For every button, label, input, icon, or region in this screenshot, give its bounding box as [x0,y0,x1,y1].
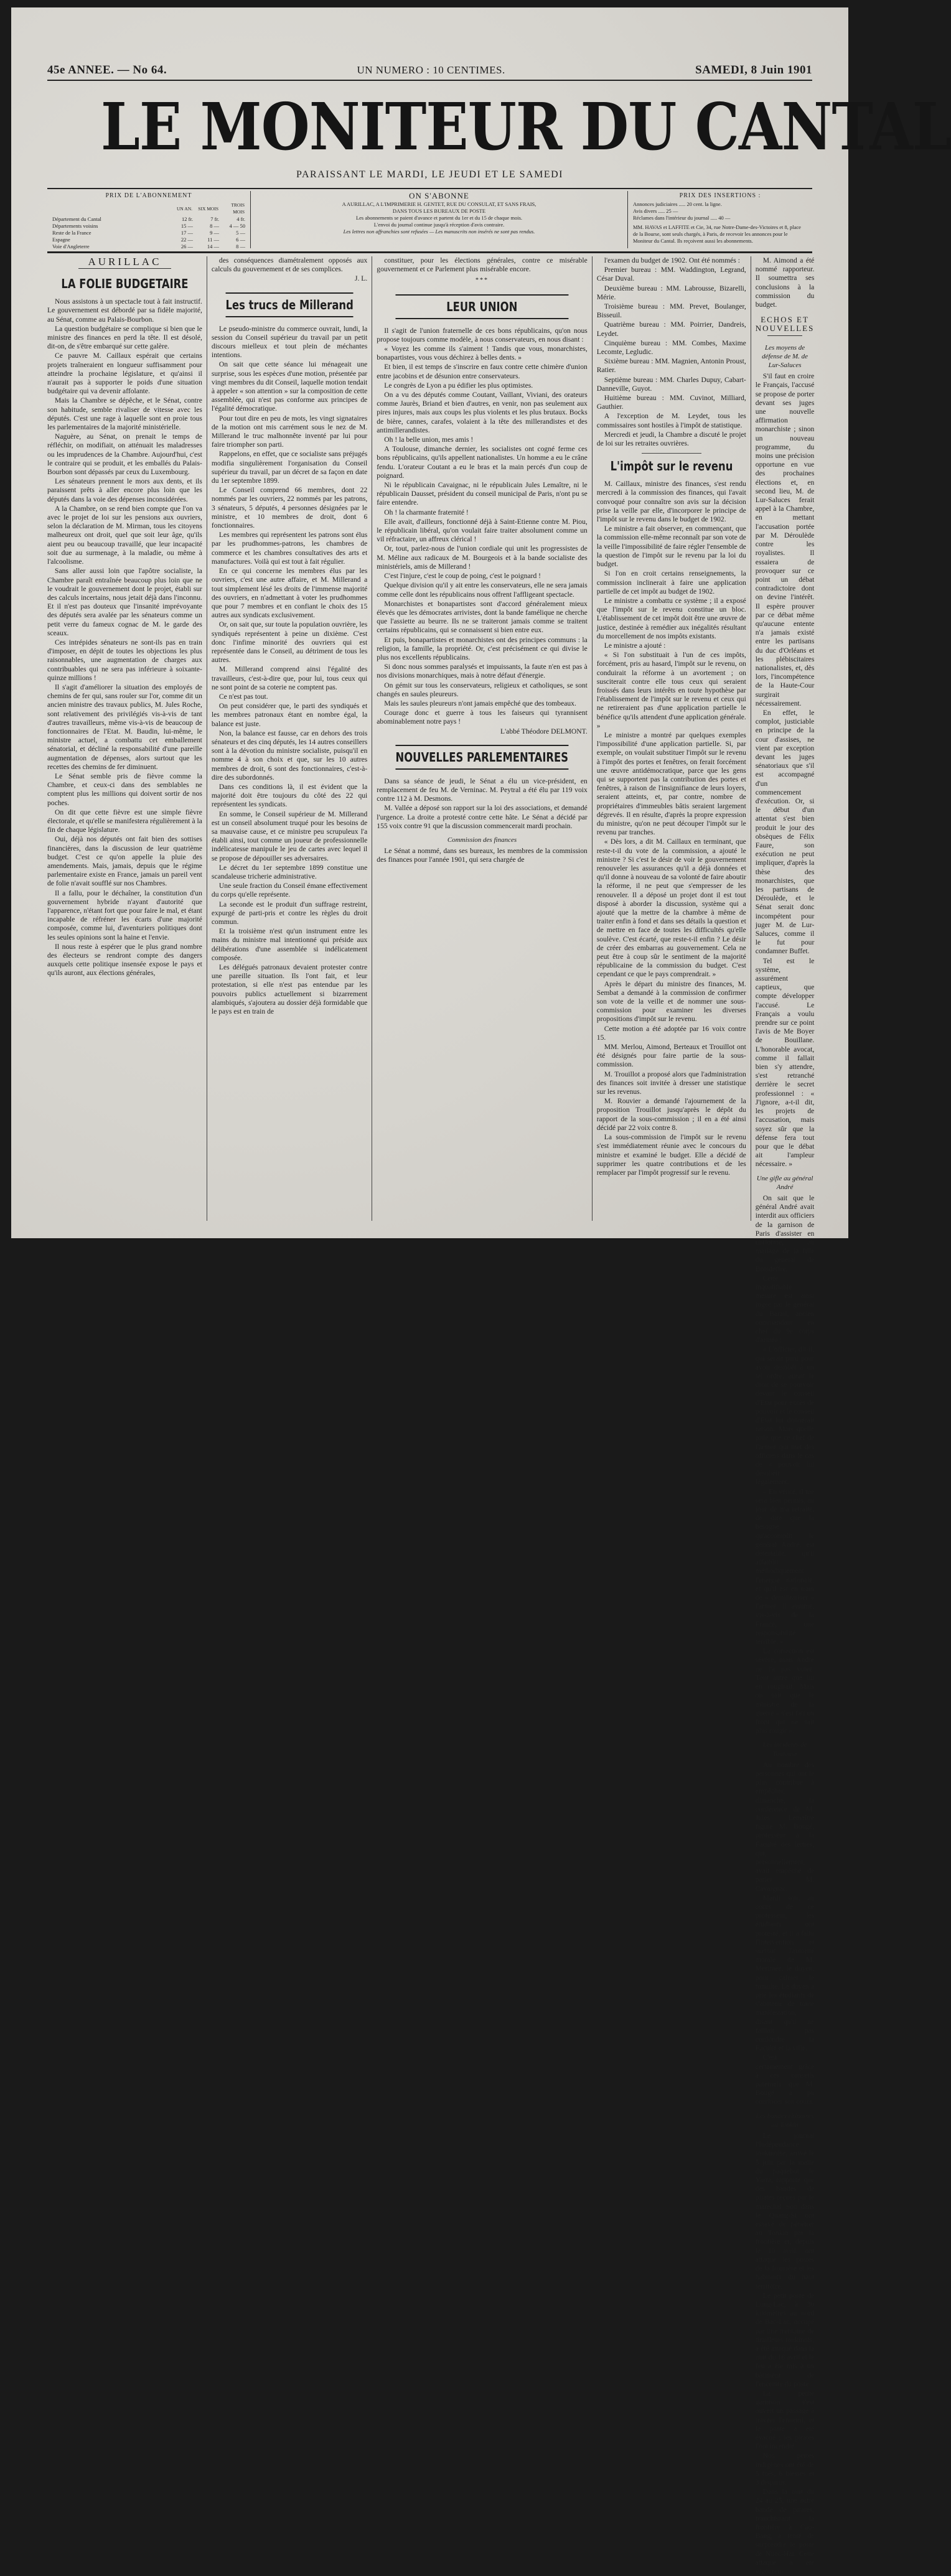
price-year: 12 fr. [182,216,193,222]
paragraph: La sous-commission de l'impôt sur le revenu s'est immédiatement réunie avec le concours du ministre et examiné le budget. Elle a décidé de supprimer les quatre contributions et de les remplacer par l'impôt progressif sur le revenu. [596,1133,746,1177]
continued-text [377,256,588,274]
paragraph: Les membres qui représentent les patrons sont élus par les prudhommes-patrons, les chambres de commerce et les chambres consultatives des arts et manufactures. Voilà qui est tout à fait régulier. [211,531,368,566]
table-row [52,230,245,236]
newspaper-title: LE MONITEUR DU CANTAL [101,88,951,165]
paragraph: Cinquième bureau : MM. Combes, Maxime Lecomte, Legludic. [596,338,746,357]
region: Départements voisins [52,223,98,229]
paragraph: Le congrès de Lyon a pu édifier les plus optimistes. [384,381,533,390]
issue-date: SAMEDI, 8 Juin 1901 [695,63,812,77]
article-body [212,325,367,1017]
paragraph: En ce qui concerne les membres élus par les ouvriers, c'est une autre affaire, et M. Millerand a tout simplement lésé les droits de l'immense majorité des ouvriers, en n'admettant à voter les prudhommes que pour 7 membres et en confiant le choix des 15 autres aux syndicats exclusivement. [211,567,368,620]
paragraph: Dans ces conditions là, il est évident que la majorité doit être toujours du côté des 22 qui représentent les syndicats. [211,782,368,809]
article-headline: LEUR UNION [396,294,569,319]
paragraph: Après le départ du ministre des finances, M. Sembat a demandé à la commission de confirmer son vote de la veille et de nommer une sous-commission pour examiner les diverses propositions d'impôt sur le revenu. [596,979,746,1024]
paragraph: Il a fallu, pour le déchaîner, la constitution d'un gouvernement hybride n'ayant d'autorité que l'apparence, n'étant fort que pour faire le mal, et étant incapable de réfréner les écarts d'une majorité composée, comme lui, d'aventuriers politiques dont les seules opinions sont la haine et l'envie. [47,889,202,941]
office-box [250,191,628,248]
table-row [52,236,245,243]
paragraph: Oh ! la charmante fraternité ! [384,508,469,516]
paragraph: « Dès lors, a dit M. Caillaux en terminant, que reste-t-il du vote de la commission, a ajouté le ministre ? Si c'est le désir de voir le gouvernement renouveler les assurances qu'il a déjà données et qu'il donne à nouveau de sa volonté de faire aboutir la réforme, il ne peut que s'empresser de les renouveler. Il a déposé un projet dont il est tout disposé à aborder la discussion, système qui a ajouté que la mettre de la chambre à même de traiter enfin à fond et dans ses détails la question et de mettre en face de toutes les difficultés qu'elle soulève. C'est écarté, que reste-t-il enfin ? Le désir de créer des embarras au gouvernement. Cela ne peut être à coup sûr le sentiment de la majorité républicaine de la commission du budget. C'est cependant ce que le pays comprendrait. » [596,838,746,979]
paragraph: Cette motion a été adoptée par 16 voix contre 15. [596,1024,746,1042]
paragraph: Il nous reste à espérer que le plus grand nombre des électeurs se rendront compte des dangers auxquels cette politique insensée expose le pays et qu'ils auront, aux élections générales, [47,942,202,978]
insertion-row: Réclames dans l'intérieur du journal ..... 40 — [633,215,731,221]
price-six: 7 fr. [210,216,219,222]
paragraph: Deuxième bureau : MM. Labrousse, Bizarelli, Mérie. [596,284,746,301]
insertions-box [628,191,812,248]
paragraph: A Toulouse, dimanche dernier, les socialistes ont cogné ferme ces bons républicains, qu'ils appellent nationalistes. Un homme a eu le crâne fendu. L'orateur Coutant a eu le bras et la main percés d'un coup de poignard. [377,445,588,480]
paragraph: Le pseudo-ministre du commerce ouvrait, lundi, la session du Conseil supérieur du travail par un petit discours mielleux et tout plein de méchantes intentions. [211,324,368,360]
paragraph: Oui, déjà nos députés ont fait bien des sottises financières, dans la discussion de leur quatrième budget. C'est ce qu'on appelle la pluie des amendements. Mais, jamais, depuis que le régime parlementaire existe en France, jamais un pareil vent de folie n'avait soufflé sur nos Chambres. [47,835,202,888]
paragraph: M. Caillaux, ministre des finances, s'est rendu mercredi à la commission des finances, qui l'avait convoqué pour connaître son avis sur la décision prise la veille par elle, d'incorporer le principe de l'impôt sur le revenu dans le budget de 1902. [596,480,746,524]
paragraph: Ce pauvre M. Caillaux espérait que certains projets traîneraient en longueur suffisamment pour atteindre la prochaine législature, et qu'ainsi il n'aurait pas à supporter le poids d'une situation budgétaire qui va devenir affolante. [47,352,202,396]
paragraph: « Voyez les comme ils s'aiment ! Tandis que vous, monarchistes, bonapartistes, vous vous déchirez à belles dents. » [377,345,588,362]
col-header: UN AN. [176,205,192,212]
paragraph: Au nombre des personnes qui ont le plus contribué à empêcher, dimanche, la conférence de M. Jules Lemaître figure M. Bougé, professeur à la Faculté des lettres, qui, personnellement, avait empêché de parler M. Cavaignac. [755,1760,815,1893]
insertion-price: 40 — [718,215,731,221]
newspaper-subtitle: PARAISSANT LE MARDI, LE JEUDI ET LE SAMEDI [296,169,563,180]
office-line: Les lettres non affranchies sont refusées — Les manuscrits non insérés ne sont pas rendus. [343,228,535,235]
paragraph: Courage donc et guerre à tous les faiseurs qui tyrannisent abominablement notre pays ! [377,709,588,726]
masthead-topline [47,63,812,77]
article-subhead: Les incidents de Toulouse [762,1741,807,1758]
article-headline: NOUVELLES PARLEMENTAIRES [396,745,569,770]
paragraph: On sait que le général André avait interdit aux officiers de la garnison de Paris d'assister en uniforme, au mariage de la fille du général de Boisdeffre. [755,1193,815,1273]
article-columns [47,256,815,2575]
column-5 [751,256,815,2575]
paragraph: Le ministre a combattu ce système ; il a exposé que l'impôt sur le revenu constitue un bloc. L'établissement de cet impôt doit être une œuvre de justice, destinée à remédier aux inégalités résultant du morcellement de nos impôts existants. [596,596,746,640]
paragraph: Et puis, bonapartistes et monarchistes ont des principes communs : la religion, la famille, la propriété. Or, c'est précisément ce qui divise le plus nos excellents républicains. [377,635,588,661]
paragraph: Tel est le système, assurément captieux, que compte développer l'accusé. Le Français a voulu prendre sur ce point l'avis de Me Boyer de Bouillane. L'honorable avocat, comme il fallait bien s'y attendre, s'est retranché derrière le secret professionnel : « J'ignore, a-t-il dit, les projets de l'accusation, mais soyez sûr que la défense fera tout pour que le débat ait l'ampleur nécessaire. » [755,956,815,1169]
paragraph: C'est l'injure, c'est le coup de poing, c'est le poignard ! [384,572,541,581]
insertion-label: Réclames dans l'intérieur du journal [633,215,710,221]
column-3 [372,256,592,1221]
paragraph: MM. Merlou, Aimond, Berteaux et Trouillot ont été désignés pour faire partie de la sous-commission. [596,1043,746,1069]
paragraph: La seconde est le produit d'un suffrage restreint, expurgé de parti-pris et contre les règles du droit commun. [211,900,368,926]
price-three: 5 — [236,230,245,236]
subscription-table [52,201,245,250]
paragraph: On peut considérer que, le parti des syndiqués et les membres patronaux étant en nombre égal, la balance est juste. [211,702,368,728]
paragraph: Les délégués patronaux devaient protester contre une pareille situation. Ils l'ont fait, et leur protestation, si elle n'est pas entendue par les pouvoirs publics actuellement si bizarrement alambiqués, s'ajoutera au dossier déjà formidable que le pays est en train de [211,963,368,1016]
paragraph: M. Trouillot a proposé alors que l'administration des finances soit invitée à dresser une statistique sur les revenus. [596,1070,746,1096]
paragraph: En somme, le Conseil supérieur de M. Millerand est un conseil absolument truqué pour les besoins de sa mauvaise cause, et ce ministre peu scrupuleux l'a établi ainsi, tout comme un joueur de professionnelle indélicatesse manipule le jeu de cartes avec lequel il se propose de dépouiller ses adversaires. [211,810,368,862]
paragraph: Et bien, il est temps de s'inscrire en faux contre cette chimère d'union entre jacobins et de désunion entre conservateurs. [377,363,588,380]
paragraph: Naguère, au Sénat, on prenait le temps de réfléchir, on modifiait, on atténuait les maladresses ou les imprudences de la Chambre. Aujourd'hui, c'est le contraire qui se produit, et les emballés du Palais-Bourbon sont dépassés par ceux du Luxembourg. [47,432,202,477]
col-header: TROIS MOIS [231,202,245,215]
info-bar [47,191,812,248]
article-body [756,1194,815,1735]
table-row [52,216,245,223]
paragraph: Dans sa séance de jeudi, le Sénat a élu un vice-président, en remplacement de feu M. de Verninac. M. Peytral a été élu par 119 voix contre 112 à M. Desmons. [377,777,588,803]
table-row [52,243,245,250]
insertion-label: Avis divers [633,208,657,214]
paragraph: Le Sénat a nommé, dans ses bureaux, les membres de la commission des finances pour l'année 1901, qui sera chargée de [377,847,588,864]
paragraph: Huitième bureau : MM. Cuvinot, Milliard, Gauthier. [596,394,746,411]
paragraph: Si l'on en croit certains renseignements, la commission inclinerait à faire une application partielle de cet impôt au budget de 1902. [596,569,746,595]
paragraph: Rappelons, en effet, que ce socialiste sans préjugés modifia singulièrement l'organisation du Conseil supérieur du travail, par un décret de sa façon en date du 1er septembre 1899. [211,450,368,485]
paragraph: A la Chambre, on se rend bien compte que l'on va avec le projet de loi sur les pensions aux ouvriers, selon la déclaration de M. Mirman, tous les citoyens malheureux ont droit, quel que soit leur âge, qu'ils aient peu ou beaucoup travaillé, que leur incapacité soit due au surmenage, à la maladie, ou même à l'alcoolisme. [47,504,202,566]
article-subhead: Les bandes chinoises au Tonkin [756,2112,814,2129]
article-headline: Les trucs de Millerand [225,292,353,317]
price-six: 9 — [210,230,219,236]
separator [642,453,701,454]
office-line: DANS TOUS LES BUREAUX DE POSTE [392,208,486,214]
paragraph: l'examen du budget de 1902. Ont été nommés : [604,256,740,264]
office-line: Les abonnements se paient d'avance et partent du 1er et du 15 de chaque mois. [355,215,523,221]
paragraph: M. Vallée a déposé son rapport sur la loi des associations, et demandé l'urgence. La droite a protesté contre cette hâte. Le Sénat a décidé par 155 voix contre 91 que la discussion commencerait mardi prochain. [377,804,588,830]
article-subhead: Commission des finances [447,836,517,844]
article-headline: LA FOLIE BUDGETAIRE [61,276,189,292]
region: Espagne [52,236,70,243]
insertions-heading: PRIX DES INSERTIONS : [679,192,761,199]
insertion-row: Avis divers ..... 25 — [633,208,678,214]
paragraph: La correction est sévère, mais André ne l'a pas volée. Tout autre que lui en rougirait. Mais on sait que le ministre de la guerre « s'est fait un front qui ne sait plus rougir ». [755,1647,815,1735]
issue-number: 45e ANNEE. — No 64. [47,63,167,77]
paragraph: Quelque division qu'il y ait entre les conservateurs, elle ne sera jamais comme celle dont les républicains nous offrent l'affligeant spectacle. [377,581,588,599]
paragraph: « L'officier, dit-il, qui serait puni pour avoir désobéi à un tel ordre, aurait le droit de se pourvoir devant le conseil d'Etat pour excès de pouvoir et le conseil d'Etat lui donnerait raison. Mais quelle pitié que ce chef de l'armée qui met des officiers dans le cas de « pouvoir lui désobéir légalement. [755,1345,815,1486]
paragraph: On dit que cette fièvre est une simple fièvre électorale, et qu'elle se manifestera régulièrement à la fin de chaque législature. [47,808,202,834]
paragraph: S'il faut en croire le Français, l'accusé se propose de porter devant ses juges une nouvelle affirmation monarchiste ; sinon un nouveau programme, du moins une précision opportune en vue des prochaines élections et, en second lieu, M. de Lur-Saluces ferait appel à la Chambre, en mettant l'accusation portée par M. Déroulède contre les royalistes. Il essaiera de provoquer sur ce point un débat contradictoire dont on devine l'intérêt. Il espère prouver par ce débat même qu'aucune entente n'a jamais existé entre les partisans du duc d'Orléans et les plébiscitaires nationalistes, et, dès lors, l'incompétence de la Haute-Cour surgirait nécessairement. [755,372,815,707]
paragraph: On gémit sur tous les conservateurs, religieux et catholiques, se sont changés en saules pleureurs. [377,681,588,698]
continued-text [597,256,746,448]
paragraph: Or, on sait que, sur toute la population ouvrière, les syndiqués représentent à peine un dixième. C'est donc l'infime minorité des ouvriers qui est représentée dans le Conseil, au détriment de tous les autres. [211,620,368,665]
price-year: 17 — [180,230,193,236]
paragraph: Sixième bureau : MM. Magnien, Antonin Proust, Ratier. [596,357,746,375]
paragraph: Pour tout dire en peu de mots, les vingt signataires de la motion ont mis carrément sous le nez de M. Millerand le truc malhonnête inventé par lui pour faire triompher son parti. [211,414,368,449]
price-six: 14 — [207,243,219,250]
paragraph: Cette inqualifiable mesure est ainsi jugée par le général du Barail, ancien commandant en chef du 9e corps d'armée : [755,1274,815,1345]
price-three: 6 — [236,236,245,243]
paragraph: « Si l'on substituait à l'un de ces impôts, forcément, pris au hasard, l'impôt sur le revenu, on conduirait la réforme à un avortement ; on susciterait contre elle tous ceux qui seraient froissés dans leurs intérêts en toute hypothèse par l'établissement de l'impôt sur le revenu et ceux qui ne retireraient pas d'une application partielle le bénéfice qu'ils attendent d'une application générale. » [596,651,746,730]
paragraph: Troisième bureau : MM. Prevet, Boulanger, Bisseuil. [596,302,746,320]
paragraph: Le journal l'Indépendance tonkinoise, arrivé le 5 juin par la malle du paquebot le Yarra, rapporte que des bandes de pirates reçues par le maréchal Sou dans le Quang-Si ont essayé de pénétrer au Tonkin par la frontière et, depuis le 10 avril, ont attaqué les postes de la frontière et les habitants du haut territoire. [755,2132,815,2290]
article-signature: L'abbé Théodore DELMONT. [500,727,588,735]
price-year: 26 — [180,243,193,250]
article-body [377,327,588,727]
paragraph: Le Conseil comprend 66 membres, dont 22 nommés par les ouvriers, 22 nommés par les patrons, 3 sénateurs, 5 députés, 4 personnes désignées par le ministre, et 10 membres de droit, dont 6 fonctionnaires. [211,486,368,530]
paragraph: Nous assistons à un spectacle tout à fait instructif. Le gouvernement est débordé par sa fidèle majorité, au Sénat, comme au Palais-Bourbon. [47,297,202,324]
article-body [377,847,588,864]
paragraph: Sans aller aussi loin que l'apôtre socialiste, la Chambre paraît entraînée beaucoup plus loin que ne le voudrait le gouvernement dont le projet, établi sur des calculs incertains, nous jetait déjà dans l'inconnu. Et il n'est pas douteux que l'insanité imprévoyante des députés sera avalée par les sénateurs comme un petit verre du fameux cognac de M. le garde des sceaux. [47,567,202,637]
paragraph: Septième bureau : MM. Charles Dupuy, Cabart-Danneville, Guyot. [596,375,746,393]
paragraph: Or, tout, parlez-nous de l'union cordiale qui unit les progressistes de M. Méline aux radicaux de M. Bourgeois et à la bande socialiste des ministériels, amis de Millerand ! [377,544,588,571]
table-row [52,223,245,230]
paragraph: Mais la Chambre se dépêche, et le Sénat, contre son habitude, semble rivaliser de vitesse avec les députés. C'est une rage à laquelle sont en proie tous les parlementaires de la majorité ministérielle. [47,396,202,432]
article-subhead: Les moyens de défense de M. de Lur-Saluces [762,343,808,370]
price-six: 11 — [207,236,219,243]
paragraph: Il s'agit de l'union fraternelle de ces bons républicains, qu'on nous propose toujours comme modèle, à nous conservateurs, en nous disant : [377,326,588,343]
section-stars: *** [476,277,489,284]
paragraph: Monarchistes et bonapartistes sont d'accord généralement mieux élevés que les démocrates arrivistes, dont la bande famélique ne cherche que l'assiette au beurre. Ils ne se traiteront jamais comme se traitent certains républicains, qui se connaissent si bien entre eux. [377,599,588,635]
subscription-box [47,191,250,248]
paragraph: Et la troisième n'est qu'un instrument entre les mains du ministre mal intentionné qui préside aux délibérations d'une assemblée si indélicatement composée. [211,927,368,962]
continued-text [212,256,367,274]
article-body [756,372,815,1169]
paragraph: Le ministre a montré par quelques exemples l'impossibilité d'une application partielle. Si, par exemple, on voulait substituer l'impôt sur le revenu à l'impôt des portes et fenêtres, on ferait forcément une œuvre antidémocratique, parce que les gens qui se supportent pas la contribution des portes et fenêtres, à raison de l'insignifiance de leurs loyers, seraient atteints, et, par contre, nombre de propriétaires d'immeubles bâtis seraient largement dégrevés. Il en résulte, d'après la propre expression du ministre, qu'on ne peut découper l'impôt sur le revenu par tranches. [596,730,746,837]
subscription-heading: PRIX DE L'ABONNEMENT [105,192,192,199]
paragraph: C'est certainement grâce à ces conseils paternels que M. Bougé a pu continuer son cours. [755,2053,815,2106]
info-top-rule [47,188,812,189]
paragraph: Ni le républicain Cavaignac, ni le républicain Jules Lemaître, ni le républicain Dausset, président du conseil municipal de Paris, n'ont pu se faire entendre. [377,481,588,507]
article-body [597,480,746,1177]
article-subhead: Une gifle au général André [756,1174,813,1191]
article-body [756,2132,815,2576]
price-six: 8 — [210,223,219,229]
price-year: 22 — [180,236,193,243]
article-body [756,1761,815,2107]
insertion-price: 25 — [666,208,678,214]
paragraph: On sait que cette séance lui ménageait une surprise, sous les espèces d'une motion, présentée par vingt membres du dit Conseil, laquelle motion tendait à appeler « son attention » sur la composition de cette assemblée, qui n'est pas conforme aux principes de l'égalité démocratique. [211,360,368,413]
paragraph: On a vu des députés comme Coutant, Vaillant, Viviani, des orateurs comme Jaurès, Briand et bien d'autres, en venir, non pas seulement aux pires injures, mais aux coups les plus violents et les plus brutaux. Bocks de bière, cannes, carafes, volaient à la tête des millerandistes et des antimillerandistes. [377,391,588,434]
newspaper-page [11,7,951,2575]
paragraph: Ce n'est pas tout. [218,692,268,701]
insertion-price: 20 cent. la ligne. [686,201,722,207]
price-three: 4 fr. [237,216,245,222]
article-body [47,297,202,978]
region: Voie d'Angleterre [52,243,90,250]
price-three: 8 — [236,243,245,250]
continued-text [756,256,815,309]
paragraph: Dans la nuit du 24 au 25, une autre bande de pirates, franchissant la frontière à Cao-Bang, a tenté de surprendre le poste de Nuoc-Hai. Cette attaque a été vigoureu- [755,2488,815,2575]
paragraph: A l'exception de M. Leydet, tous les commissaires sont hostiles à l'impôt de statistique. [596,412,746,429]
paragraph: « En vérité, il me sera bien permis, au jour de ma retraite, de dire que la besogne qu'accomplit le général André, est détestable, qu'il affaiblit méthodiquement l'énergie nationale, et qu'il est en train de « démilitariser » l'armée. Il assume, vis-à-vis de la France, une responsabilité terrible. » [755,1487,815,1646]
paragraph: Elle avait, d'ailleurs, fonctionné déjà à Saint-Etienne contre M. Piou, le républicain libéral, qu'on voulait faire traiter absolument comme un vil réfractaire, un affreux clérical ! [377,517,588,544]
paragraph: M. Rouvier a demandé l'ajournement de la proposition Trouillot jusqu'après le dépôt du rapport de la sous-commission ; il en a été ainsi décidé par 22 voix contre 8. [596,1097,746,1132]
paragraph: M. Millerand comprend ainsi l'égalité des travailleurs, c'est-à-dire que, pour lui, tous ceux qui ne sont point de sa coterie ne comptent pas. [211,665,368,691]
column-2 [207,256,372,1221]
insertion-agents: MM. HAVAS et LAFFITE et Cie, 34, rue Notre-Dame-des-Victoires et 8, place de la Bourse, sont seuls chargés, à Paris, de recevoir les annonces pour le Moniteur du Cantal. Ils reçoivent aussi les abonnements. [633,224,801,244]
paragraph: Le décret du 1er septembre 1899 constitue une scandaleuse tricherie administrative. [211,863,368,880]
paragraph: Ces intrépides sénateurs ne sont-ils pas en train d'imposer, en dépit de toutes les objections les plus raisonnables, une augmentation de charges aux contribuables qui ne sera pas inférieure à soixante-quinze millions ! [47,638,202,682]
top-rule [47,80,812,81]
insertion-label: Annonces judiciaires [633,201,678,207]
office-line: L'envoi du journal continue jusqu'à réception d'avis contraire. [373,222,505,228]
paragraph: Une seule fraction du Conseil émane effectivement du corps qu'elle représente. [211,882,368,899]
issue-price: UN NUMERO : 10 CENTIMES. [357,64,505,76]
price-year: 15 — [180,223,193,229]
col-header: SIX MOIS [198,205,218,212]
section-kicker: AURILLAC [47,258,202,269]
paragraph: Quatrième bureau : MM. Poirrier, Dandreis, Leydet. [596,320,746,338]
region: Département du Cantal [52,216,101,222]
paragraph: M. Aimond a été nommé rapporteur. Il soumettra ses conclusions à la commission du budget. [755,256,815,309]
price-three: 4 — 50 [229,223,245,229]
office-heading: ON S'ABONNE [409,191,469,200]
paragraph: Les sénateurs prennent le mors aux dents, et ils paraissent prêts à aller encore plus loin que les députés dans la voie des dépenses inconsidérées. [47,477,202,503]
paragraph: Oh ! la belle union, mes amis ! [384,436,474,444]
paragraph: Le petit poste de Lung-Lac, à 30 kilomètres au nord de Bac-Lac, occupé par une trentaine de tirailleurs tonkinois, a été attaqué dans la nuit du 16 avril et le feu a été mis à un bâtiment de l'enceinte du poste. [755,2291,815,2388]
paragraph: Il s'agit d'améliorer la situation des employés de chemins de fer qui, sans rouler sur l'or, comme dit un ancien ministre des travaux publics, M. Jules Roche, sont relativement des privilégiés vis-à-vis de tant d'autres travailleurs, même vis-à-vis de beaucoup de fonctionnaires de l'Etat. M. Baudin, lui-même, le ministre actuel, a combattu cet emballement sénatorial, et décliné la responsabilité d'une pareille augmentation de dépenses, alors surtout que les recettes des chemins de fer diminuent. [47,683,202,771]
paragraph: Si donc nous sommes paralysés et impuissants, la faute n'en est pas à nos divisions monarchiques, mais à notre défaut d'énergie. [377,663,588,680]
column-1 [47,256,207,1221]
article-signature: J. L. [354,274,368,283]
paragraph: Mardi soir, au cours de ce professeur, les étudiants ont protesté, et il a fallu l'intervention et surtout l'autorité morale de M. Mérimée, le doyen, pour calmer le tumulte. Le doyen a prié les étudiants de s'abstenir de toute manifestation, disant qu'il ne faillait pas confondre la Faculté et la ville. [755,1893,815,2053]
paragraph: En effet, le complot, justiciable en principe de la cour d'assises, ne vient par exception devant les juges sénatoriaux que s'il est accompagné d'un commencement d'exécution. Or, si le début d'un attentat s'est bien produit le jour des obsèques de Félix Faure, son exécution ne peut impliquer, d'après la thèse des monarchistes, que les partisans de Déroulède, et le Sénat serait donc incompétent pour juger M. de Lur-Saluces, comme il le fut pour condamner Buffet. [755,708,815,956]
article-headline: L'impôt sur le revenu [610,459,733,474]
info-bottom-rule [47,251,812,253]
paragraph: Premier bureau : MM. Waddington, Legrand, César Duval. [596,266,746,283]
paragraph: des conséquences diamétralement opposés aux calculs du gouvernement et de ses complices. [211,256,368,274]
paragraph: Le Sénat semble pris de fièvre comme la Chambre, et ceux-ci dans des semblables ne comptent plus les millions qui doivent sortir de nos poches. [47,772,202,807]
paragraph: Non, la balance est fausse, car en dehors des trois sénateurs et des cinq députés, les 14 autres conseillers sont à la dévotion du ministre socialiste, puisqu'il en nomme 4 à son choix et que, sur les 10 autres membres de droit, 6 sont des fonctionnaires, c'est-à-dire des subordonnés. [211,729,368,782]
paragraph: La question budgétaire se complique si bien que le ministre des finances en perd la tête. Il est désolé, dit-on, de s'être embarqué sur cette galère. [47,324,202,351]
paragraph: La petite garnison s'est ouvert un passage à travers l'ennemi, et le poste a été évacué ; les pirates l'ont incendié. [755,2389,815,2451]
paragraph: constituer, pour les élections générales, contre ce misérable gouvernement et ce Parlement plus misérable encore. [377,256,588,274]
paragraph: Mercredi et jeudi, la Chambre a discuté le projet de loi sur les retraites ouvrières. [596,430,746,448]
article-body [377,777,588,831]
paragraph: Nos pertes indigènes ont été de 5 tués, 6 blessés et 3 disparus. [755,2452,815,2486]
paragraph: Le ministre a ajouté : [604,641,666,650]
region: Reste de la France [52,230,91,236]
paragraph: Mais les saules pleureurs n'ont jamais empêché que des tombeaux. [384,699,576,707]
office-line: A AURILLAC, A L'IMPRIMERIE H. GENTET, RUE DU CONSULAT, ET SANS FRAIS, [342,201,536,207]
section-kicker: ECHOS ET NOUVELLES [756,315,815,335]
insertion-row: Annonces judiciaires ..... 20 cent. la ligne. [633,201,722,207]
column-4 [592,256,751,1221]
paragraph: Le ministre a fait observer, en commençant, que la commission elle-même reconnaît par son vote de la veille l'impossibilité de faire régler l'ensemble de la question de l'impôt sur le revenu par la loi du budget. [596,525,746,569]
